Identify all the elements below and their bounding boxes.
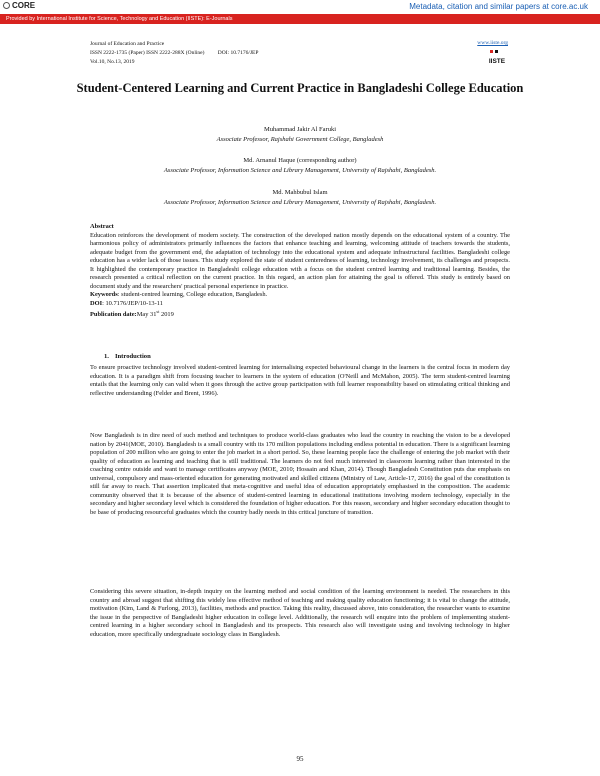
doi-label: DOI [90, 299, 103, 307]
author-block-2 [60, 156, 540, 175]
abstract-heading: Abstract [90, 223, 114, 230]
intro-paragraph-1: To ensure proactive technology involved student-centred learning for internalising expected behavioural change in the learners is the central focus in modern day education. It is a paradigm shift from focusing teacher to learners in the system of education (O'Neill and McMahon, 2005). The term student-centred learning entails that the learning only can valid when it goes through the active group participation with full learner responsibility based on stimulating critical thinking and reflective understanding (Felder and Brent, 1996). [90, 364, 510, 397]
page-number: 95 [296, 755, 304, 763]
abstract-section [90, 223, 510, 320]
keywords-line [90, 291, 510, 300]
author-affiliation: Associate Professor, Rajshahi Government College, Bangladesh [216, 135, 384, 143]
author-block-1 [60, 125, 540, 144]
provided-by-banner[interactable]: Provided by International Institute for Science, Technology and Education (IISTE): E-Journals [0, 14, 600, 24]
pubdate-line [90, 308, 510, 320]
intro-paragraph-2: Now Bangladesh is in dire need of such method and techniques to produce world-class graduates who lead the country in reaching the vision to be a developed nation by 2041(MOE, 2010). Bangladesh is a small country with its 170 million populations including endless potential in education. There is a significant learning population of 200 million who are going to enter the job market in a short period. So, these learning people face the challenge of entering the job market with their quality of education as learning and teaching that is still traditional. The learners do not feel much interested in classroom learning rather than interested in the coaching centre outside and want to manage certificates anyway (MOE, 2010; Hossain and Khan, 2014). Though Bangladesh Constitution puts due emphasis on universal, compulsory and mass-oriented education for generating motivated and skilled citizens (Ministry of Law, Article-17, 2016) the goal of the constitution is still far away to reach. That assertion implicated that meta-cognitive and useful idea of education appropriately emphasised in the composition. The academic community observed that it is because of the absence of student-centred learning in educational institutions involving modern technology, especially in the secondary and higher secondary level which is considered the foundation of higher education. For this reason, secondary and higher secondary education thought to be base of producing resourceful graduates which the country badly needs in this critical juncture of transition. [90, 432, 510, 516]
journal-doi: DOI: 10.7176/JEP [217, 50, 259, 56]
intro-paragraph-3: Considering this severe situation, in-depth inquiry on the learning method and social condition of the learning environment is needed. The researchers in this country and abroad suggest that shifting this widely less effective method of teaching and making quality education functioning; it is vital to change the attitude, motivation (Kim, Land & Furlong, 2013), facilities, methods and practice. Taking this reality, discussed above, into consideration, the researcher wants to examine the issue in the perspective of Bangladeshi higher education in college level. Additionally, the research will enquire into the problem of implementing student-centred learning in a higher secondary school in Bangladesh and its prospects. This research also will investigate using and involving technology in higher education, more specifically undergraduate sociology class in Bangladesh. [90, 588, 510, 638]
section-title: Introduction [114, 353, 151, 360]
journal-website-link[interactable]: www.iiste.org [477, 40, 508, 46]
introduction-heading [104, 353, 151, 360]
doi-value: : 10.7176/JEP/10-13-11 [102, 299, 163, 307]
keywords-label: Keywords [90, 291, 118, 299]
doi-line [90, 300, 510, 309]
core-logo-icon [3, 2, 10, 9]
keywords-value: : student-centred learning, College education, Bangladesh. [117, 291, 268, 299]
section-number: 1. [104, 353, 109, 360]
core-logo[interactable]: CORE [3, 1, 35, 10]
journal-volume: Vol.10, No.13, 2019 [90, 59, 135, 65]
abstract-text: Education reinforces the development of modern society. The construction of the developed nation mostly depends on the educational system of a country. The harmonious policy of administrators primarily influences the factors that enhance teaching and learning, welcoming attitude of teachers towards the students, adequate budget from the government end, the adaptation of technology into the educational system and adequate infrastructural facilities. Bangladeshi college education has a wider lack of those issues. This study explored the state of student centeredness of learning, technology involvement, its challenges and prospects. It highlighted the contemporary practice in Bangladeshi college education with a focus on the student centred learning and traditional learning. Besides, the research presented a critical reflection on the current practice. In this regard, an action plan for attaining the goal is offered. This study is entirely based on document study and the researchers' practical personal experience in practice. [90, 231, 510, 290]
author-name: Muhammad Jakir Al Faruki [263, 126, 337, 133]
journal-name: Journal of Education and Practice [90, 41, 165, 47]
core-metadata-link[interactable]: Metadata, citation and similar papers at core.ac.uk [409, 2, 588, 11]
pubdate-label: Publication date: [90, 311, 137, 319]
pubdate-value: May 31 [136, 311, 157, 319]
author-name: Md. Mahbubul Islam [272, 189, 328, 196]
pubdate-sup: st [156, 309, 160, 315]
author-affiliation: Associate Professor, Information Science and Library Management, University of Rajshahi, Bangladesh. [163, 198, 437, 206]
author-affiliation: Associate Professor, Information Science and Library Management, University of Rajshahi, Bangladesh. [163, 166, 437, 174]
pubdate-year: 2019 [159, 311, 174, 319]
journal-issn: ISSN 2222-1735 (Paper) ISSN 2222-288X (Online) [90, 50, 205, 56]
paper-title: Student-Centered Learning and Current Practice in Bangladeshi College Education [76, 81, 524, 95]
journal-website-block [477, 40, 508, 46]
author-name: Md. Arnanul Haque (corresponding author) [243, 157, 357, 164]
core-header [0, 0, 600, 13]
author-block-3 [60, 188, 540, 207]
iiste-logo-icon [488, 48, 506, 66]
iiste-logo-text: IISTE [488, 58, 506, 65]
journal-header [90, 40, 258, 67]
